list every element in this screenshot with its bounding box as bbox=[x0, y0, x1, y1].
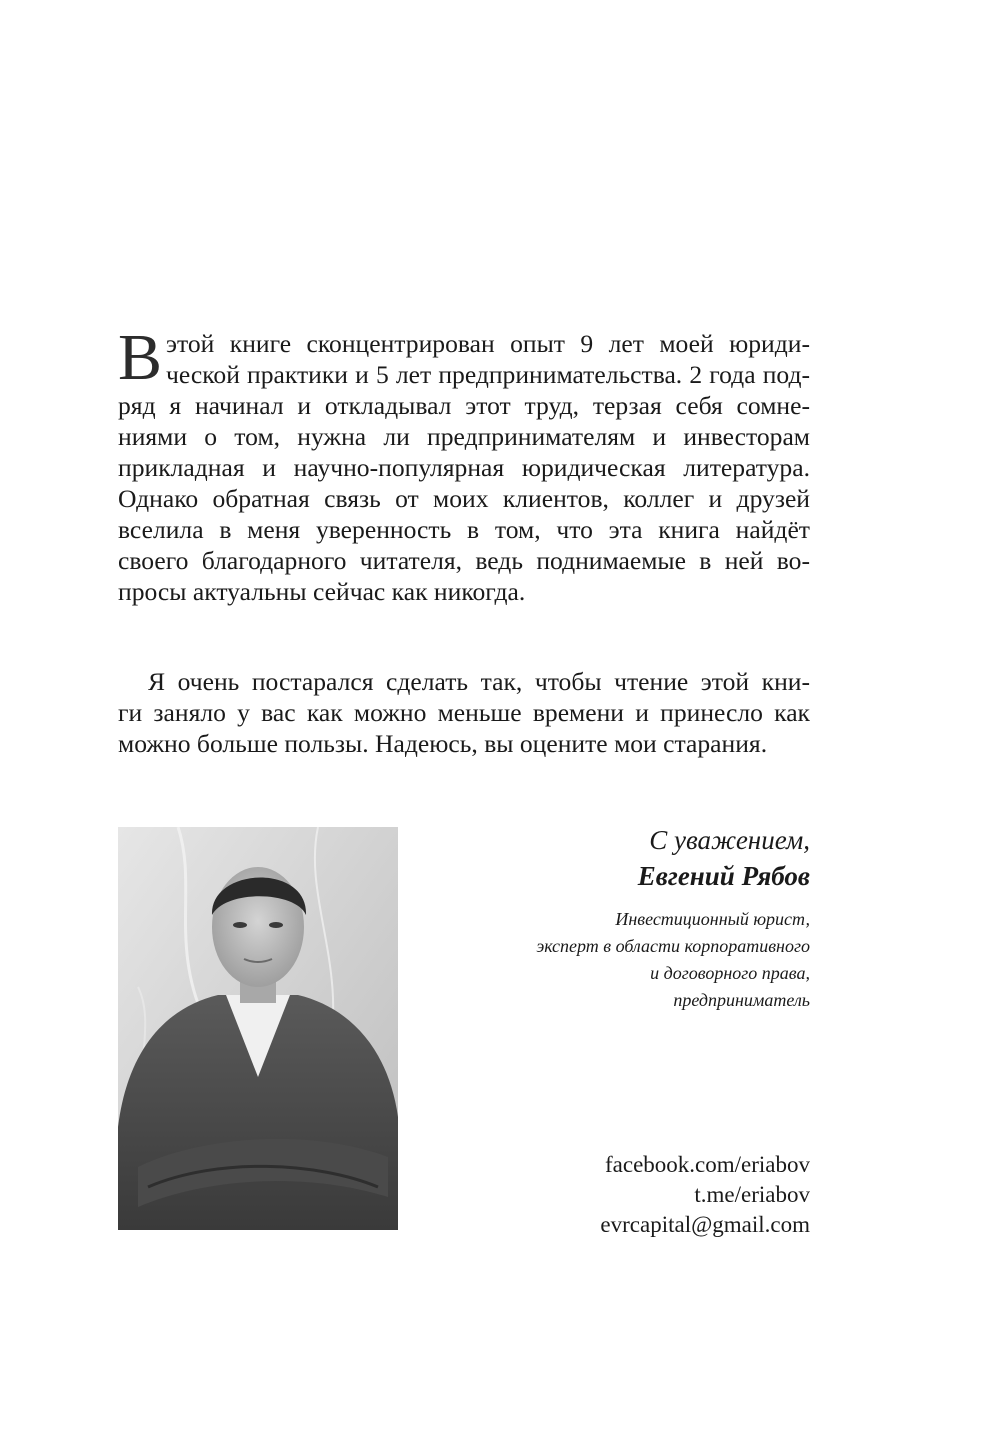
text-line: ниями о том, нужна ли предпринимателям и инвесторам bbox=[118, 422, 810, 451]
facebook-link[interactable]: facebook.com/eriabov bbox=[605, 1152, 810, 1177]
role-line: Инвестиционный юрист, bbox=[615, 909, 810, 929]
text-line: прикладная и научно-популярная юридическая литература. bbox=[118, 453, 810, 482]
closing-paragraph bbox=[118, 666, 810, 759]
author-portrait-illustration bbox=[118, 827, 398, 1230]
text-line: своего благодарного читателя, ведь поднимаемые в ней во- bbox=[118, 546, 810, 575]
text-line: Я очень постарался сделать так, чтобы чтение этой кни- bbox=[148, 667, 810, 696]
author-photo bbox=[118, 827, 398, 1230]
text-line: этой книге сконцентрирован опыт 9 лет моей юриди- bbox=[166, 329, 810, 358]
contacts-block bbox=[600, 1150, 810, 1240]
telegram-link[interactable]: t.me/eriabov bbox=[694, 1182, 810, 1207]
text-line: ческой практики и 5 лет предпринимательства. 2 года под- bbox=[166, 360, 810, 389]
role-line: эксперт в области корпоративного bbox=[536, 936, 810, 956]
role-line: предприниматель bbox=[673, 990, 810, 1010]
regards-line: С уважением, bbox=[649, 825, 810, 855]
signature-block bbox=[638, 822, 810, 894]
email-link[interactable]: evrcapital@gmail.com bbox=[600, 1212, 810, 1237]
role-line: и договорного права, bbox=[650, 963, 810, 983]
author-role bbox=[536, 906, 810, 1014]
text-line: ги заняло у вас как можно меньше времени и принесло как bbox=[118, 698, 810, 727]
text-line: Однако обратная связь от моих клиентов, коллег и друзей bbox=[118, 484, 810, 513]
text-line: можно больше пользы. Надеюсь, вы оцените мои старания. bbox=[118, 729, 768, 758]
intro-paragraph bbox=[118, 321, 810, 607]
author-name: Евгений Рябов bbox=[637, 861, 810, 891]
text-line: просы актуальны сейчас как никогда. bbox=[118, 577, 526, 606]
drop-cap: В bbox=[118, 321, 163, 394]
text-line: ряд я начинал и откладывал этот труд, терзая себя сомне- bbox=[118, 391, 810, 420]
text-line: вселила в меня уверенность в том, что эта книга найдёт bbox=[118, 515, 810, 544]
